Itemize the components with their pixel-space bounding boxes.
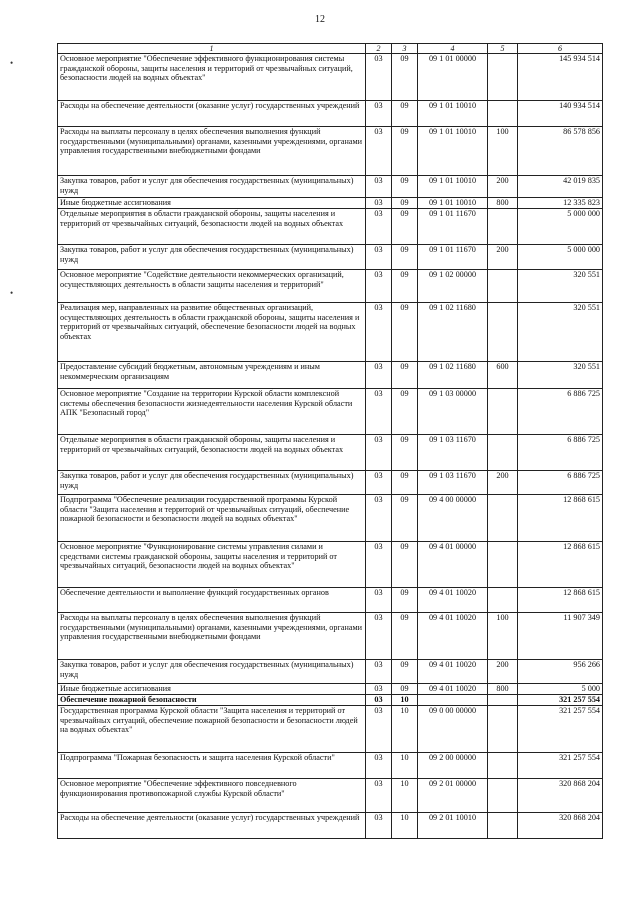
cell-cs: 09 1 03 00000	[418, 389, 488, 435]
cell-pr: 09	[392, 495, 418, 542]
cell-cs: 09 1 01 10010	[418, 176, 488, 198]
cell-sum: 12 335 823	[518, 198, 603, 209]
cell-pr: 10	[392, 706, 418, 753]
table-row	[58, 435, 603, 471]
cell-sum: 5 000 000	[518, 209, 603, 245]
cell-sum: 321 257 554	[518, 706, 603, 753]
cell-vr	[488, 706, 518, 753]
table-row	[58, 779, 603, 813]
cell-cs: 09 4 01 10020	[418, 613, 488, 660]
cell-vr	[488, 435, 518, 471]
cell-vr	[488, 813, 518, 839]
cell-vr: 200	[488, 176, 518, 198]
cell-rz: 03	[366, 176, 392, 198]
cell-rz: 03	[366, 588, 392, 613]
cell-pr: 10	[392, 695, 418, 706]
table-row	[58, 471, 603, 495]
table-row	[58, 362, 603, 389]
cell-sum: 320 551	[518, 270, 603, 303]
cell-sum: 12 868 615	[518, 542, 603, 588]
cell-sum: 6 886 725	[518, 471, 603, 495]
cell-cs: 09 1 01 10010	[418, 198, 488, 209]
cell-cs: 09 1 01 00000	[418, 54, 488, 101]
cell-vr: 100	[488, 127, 518, 176]
cell-pr: 09	[392, 176, 418, 198]
cell-name: Закупка товаров, работ и услуг для обеспечения государственных (муниципальных) нужд	[58, 660, 366, 684]
cell-rz: 03	[366, 613, 392, 660]
cell-name: Основное мероприятие "Содействие деятельности некоммерческих организаций, осуществляющих деятельность в области защиты населения и территорий"	[58, 270, 366, 303]
cell-rz: 03	[366, 706, 392, 753]
header-cell-rz: 2	[366, 44, 392, 54]
cell-vr	[488, 588, 518, 613]
cell-name: Предоставление субсидий бюджетным, автономным учреждениям и иным некоммерческим организациям	[58, 362, 366, 389]
cell-vr	[488, 54, 518, 101]
cell-rz: 03	[366, 471, 392, 495]
cell-name: Закупка товаров, работ и услуг для обеспечения государственных (муниципальных) нужд	[58, 245, 366, 270]
cell-rz: 03	[366, 198, 392, 209]
cell-vr	[488, 695, 518, 706]
table-row	[58, 303, 603, 362]
header-cell-vr: 5	[488, 44, 518, 54]
cell-pr: 09	[392, 660, 418, 684]
table-row	[58, 495, 603, 542]
table-row	[58, 209, 603, 245]
cell-cs: 09 4 01 10020	[418, 588, 488, 613]
cell-sum: 6 886 725	[518, 435, 603, 471]
cell-pr: 09	[392, 542, 418, 588]
cell-cs: 09 1 01 11670	[418, 209, 488, 245]
cell-name: Подпрограмма "Обеспечение реализации государственной программы Курской области "Защита населения и территорий от чрезвычайных ситуаций, обеспечение пожарной безопасности и безопасности людей на водных объектах"	[58, 495, 366, 542]
cell-vr: 100	[488, 613, 518, 660]
cell-name: Расходы на выплаты персоналу в целях обеспечения выполнения функций государственными (муниципальными) органами, казенными учреждениями, органами управления государственными внебюджетными фондами	[58, 127, 366, 176]
cell-cs: 09 2 01 00000	[418, 779, 488, 813]
cell-cs: 09 4 01 10020	[418, 660, 488, 684]
cell-sum: 11 907 349	[518, 613, 603, 660]
cell-vr: 600	[488, 362, 518, 389]
cell-rz: 03	[366, 495, 392, 542]
cell-sum: 145 934 514	[518, 54, 603, 101]
table-row	[58, 706, 603, 753]
cell-name: Основное мероприятие "Обеспечение эффективного функционирования системы гражданской обороны, защиты населения и территорий от чрезвычайных ситуаций, безопасности людей на водных объектах"	[58, 54, 366, 101]
cell-cs: 09 1 01 10010	[418, 127, 488, 176]
cell-cs: 09 2 01 10010	[418, 813, 488, 839]
cell-pr: 09	[392, 245, 418, 270]
cell-cs: 09 1 02 11680	[418, 303, 488, 362]
cell-sum: 320 551	[518, 362, 603, 389]
cell-pr: 09	[392, 471, 418, 495]
cell-cs: 09 1 03 11670	[418, 435, 488, 471]
cell-vr: 800	[488, 684, 518, 695]
cell-pr: 09	[392, 198, 418, 209]
cell-sum: 42 019 835	[518, 176, 603, 198]
cell-rz: 03	[366, 245, 392, 270]
cell-rz: 03	[366, 362, 392, 389]
table-row	[58, 542, 603, 588]
cell-cs: 09 1 01 11670	[418, 245, 488, 270]
table-row	[58, 198, 603, 209]
table-row	[58, 54, 603, 101]
cell-name: Иные бюджетные ассигнования	[58, 684, 366, 695]
header-cell-cs: 4	[418, 44, 488, 54]
cell-pr: 09	[392, 435, 418, 471]
cell-cs: 09 1 02 11680	[418, 362, 488, 389]
table-row	[58, 684, 603, 695]
cell-pr: 09	[392, 362, 418, 389]
table-row	[58, 588, 603, 613]
cell-name: Расходы на обеспечение деятельности (оказание услуг) государственных учреждений	[58, 101, 366, 127]
cell-name: Расходы на выплаты персоналу в целях обеспечения выполнения функций государственными (муниципальными) органами, казенными учреждениями, органами управления государственными внебюджетными фондами	[58, 613, 366, 660]
cell-pr: 09	[392, 54, 418, 101]
cell-name: Подпрограмма "Пожарная безопасность и защита населения Курской области"	[58, 753, 366, 779]
cell-pr: 10	[392, 779, 418, 813]
cell-cs: 09 0 00 00000	[418, 706, 488, 753]
table-row	[58, 613, 603, 660]
cell-rz: 03	[366, 813, 392, 839]
cell-sum: 140 934 514	[518, 101, 603, 127]
cell-pr: 09	[392, 684, 418, 695]
cell-pr: 10	[392, 753, 418, 779]
cell-sum: 320 551	[518, 303, 603, 362]
cell-name: Иные бюджетные ассигнования	[58, 198, 366, 209]
cell-sum: 12 868 615	[518, 588, 603, 613]
cell-cs: 09 4 01 10020	[418, 684, 488, 695]
cell-pr: 09	[392, 270, 418, 303]
table-row	[58, 245, 603, 270]
table-row	[58, 389, 603, 435]
cell-sum: 320 868 204	[518, 779, 603, 813]
header-cell-sum: 6	[518, 44, 603, 54]
cell-rz: 03	[366, 127, 392, 176]
cell-rz: 03	[366, 695, 392, 706]
table-row	[58, 660, 603, 684]
cell-rz: 03	[366, 270, 392, 303]
cell-name: Реализация мер, направленных на развитие общественных организаций, осуществляющих деятельность в области гражданской обороны, защиты населения и территорий от чрезвычайных ситуаций, обеспечение безопасности людей на водных объектах	[58, 303, 366, 362]
cell-name: Закупка товаров, работ и услуг для обеспечения государственных (муниципальных) нужд	[58, 471, 366, 495]
cell-cs: 09 1 01 10010	[418, 101, 488, 127]
cell-sum: 86 578 856	[518, 127, 603, 176]
cell-name: Основное мероприятие "Обеспечение эффективного повседневного функционирования противопожарной службы Курской области"	[58, 779, 366, 813]
cell-pr: 09	[392, 613, 418, 660]
cell-cs: 09 1 02 00000	[418, 270, 488, 303]
cell-sum: 320 868 204	[518, 813, 603, 839]
cell-sum: 12 868 615	[518, 495, 603, 542]
cell-cs: 09 1 03 11670	[418, 471, 488, 495]
cell-cs: 09 2 00 00000	[418, 753, 488, 779]
budget-table	[57, 43, 603, 839]
cell-sum: 956 266	[518, 660, 603, 684]
header-cell-name: 1	[58, 44, 366, 54]
cell-pr: 09	[392, 101, 418, 127]
cell-name: Отдельные мероприятия в области гражданской обороны, защиты населения и территорий от чрезвычайных ситуаций, безопасности людей на водных объектах	[58, 209, 366, 245]
cell-vr	[488, 209, 518, 245]
cell-name: Основное мероприятие "Создание на территории Курской области комплексной системы обеспечения безопасности жизнедеятельности населения Курской области АПК "Безопасный город"	[58, 389, 366, 435]
table-row	[58, 813, 603, 839]
cell-sum: 5 000	[518, 684, 603, 695]
cell-cs: 09 4 00 00000	[418, 495, 488, 542]
table-row	[58, 101, 603, 127]
cell-sum: 321 257 554	[518, 695, 603, 706]
cell-vr: 200	[488, 471, 518, 495]
cell-rz: 03	[366, 209, 392, 245]
table-row	[58, 176, 603, 198]
table-header-row	[58, 44, 603, 54]
cell-rz: 03	[366, 435, 392, 471]
cell-name: Расходы на обеспечение деятельности (оказание услуг) государственных учреждений	[58, 813, 366, 839]
cell-sum: 6 886 725	[518, 389, 603, 435]
cell-vr	[488, 270, 518, 303]
cell-name: Отдельные мероприятия в области гражданской обороны, защиты населения и территорий от чрезвычайных ситуаций, безопасности людей на водных объектах	[58, 435, 366, 471]
cell-pr: 09	[392, 209, 418, 245]
cell-name: Основное мероприятие "Функционирование системы управления силами и средствами системы гражданской обороны, защиты населения и территорий от чрезвычайных ситуаций, безопасности людей на водных объектах"	[58, 542, 366, 588]
cell-vr	[488, 753, 518, 779]
table-row	[58, 695, 603, 706]
cell-sum: 5 000 000	[518, 245, 603, 270]
cell-rz: 03	[366, 753, 392, 779]
scan-mark: •	[10, 288, 14, 298]
cell-vr	[488, 779, 518, 813]
cell-pr: 09	[392, 389, 418, 435]
cell-pr: 10	[392, 813, 418, 839]
cell-pr: 09	[392, 127, 418, 176]
table-row	[58, 270, 603, 303]
cell-vr: 800	[488, 198, 518, 209]
cell-name: Обеспечение пожарной безопасности	[58, 695, 366, 706]
cell-name: Обеспечение деятельности и выполнение функций государственных органов	[58, 588, 366, 613]
cell-pr: 09	[392, 588, 418, 613]
cell-name: Государственная программа Курской области "Защита населения и территорий от чрезвычайных ситуаций, обеспечение пожарной безопасности и безопасности людей на водных объектах"	[58, 706, 366, 753]
cell-vr	[488, 495, 518, 542]
cell-rz: 03	[366, 101, 392, 127]
cell-vr	[488, 101, 518, 127]
cell-sum: 321 257 554	[518, 753, 603, 779]
cell-cs	[418, 695, 488, 706]
table-row	[58, 753, 603, 779]
cell-rz: 03	[366, 54, 392, 101]
cell-rz: 03	[366, 303, 392, 362]
cell-pr: 09	[392, 303, 418, 362]
cell-rz: 03	[366, 779, 392, 813]
cell-name: Закупка товаров, работ и услуг для обеспечения государственных (муниципальных) нужд	[58, 176, 366, 198]
cell-rz: 03	[366, 542, 392, 588]
cell-cs: 09 4 01 00000	[418, 542, 488, 588]
cell-rz: 03	[366, 389, 392, 435]
scan-mark: •	[10, 58, 14, 68]
cell-rz: 03	[366, 660, 392, 684]
cell-vr	[488, 389, 518, 435]
table-row	[58, 127, 603, 176]
header-cell-pr: 3	[392, 44, 418, 54]
cell-vr: 200	[488, 660, 518, 684]
cell-vr	[488, 542, 518, 588]
cell-vr: 200	[488, 245, 518, 270]
page-number: 12	[315, 14, 325, 25]
cell-rz: 03	[366, 684, 392, 695]
cell-vr	[488, 303, 518, 362]
